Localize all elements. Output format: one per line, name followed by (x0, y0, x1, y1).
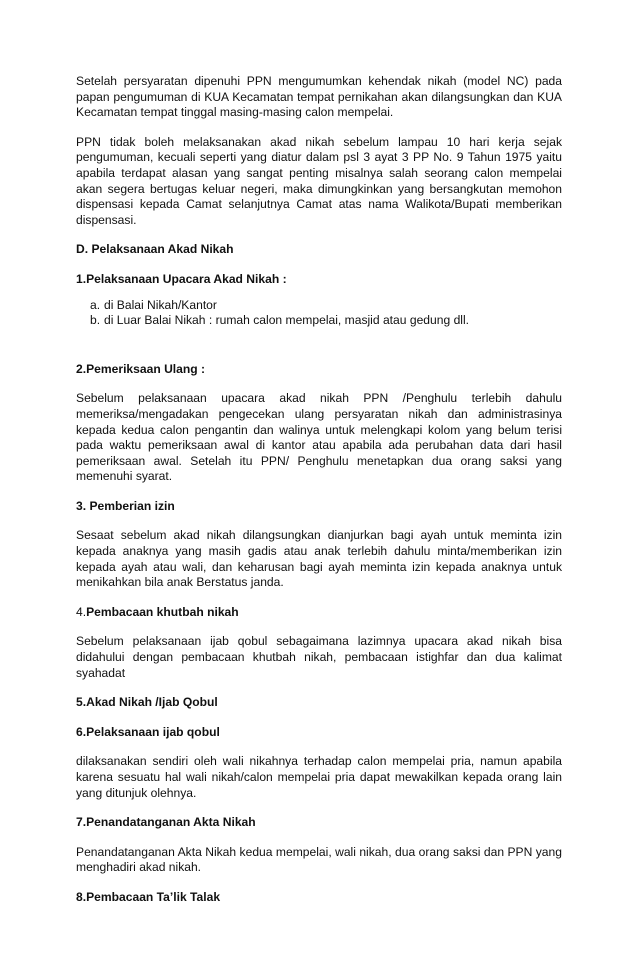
heading-pelaksanaan-ijab-qobul: 6.Pelaksanaan ijab qobul (76, 724, 220, 739)
heading-khutbah-nikah (76, 605, 562, 621)
list-item (90, 297, 562, 314)
heading-akta-nikah: 7.Penandatanganan Akta Nikah (76, 815, 256, 830)
heading-pemberian-izin: 3. Pemberian izin (76, 498, 175, 513)
heading-text: Pembacaan khutbah nikah (86, 604, 239, 619)
paragraph-pemeriksaan-ulang: Sebelum pelaksanaan upacara akad nikah PPN /Penghulu terlebih dahulu memeriksa/mengadakan pengecekan ulang persyaratan nikah dan administrasinya kepada kedua calon pengantin dan walinya untuk melengkapi kolom yang belum terisi pada waktu pemeriksaan awal di kantor atau apabila ada perubahan data dari hasil pemeriksaan awal. Setelah itu PPN/ Penghulu menetapkan dua orang saksi yang memenuhi syarat. (76, 391, 562, 484)
list-marker: a. (90, 297, 101, 312)
heading-talik-talak: 8.Pembacaan Ta’lik Talak (76, 889, 221, 904)
paragraph-pelaksanaan-ijab-qobul: dilaksanakan sendiri oleh wali nikahnya terhadap calon mempelai pria, namun apabila karena sesuatu hal wali nikah/calon mempelai pria dapat mewakilkan kepada orang lain yang ditunjuk olehnya. (76, 754, 562, 800)
document-page (76, 74, 562, 906)
paragraph-announcement: Setelah persyaratan dipenuhi PPN mengumumkan kehendak nikah (model NC) pada papan pengumuman di KUA Kecamatan tempat pernikahan akan dilangsungkan dan KUA Kecamatan tempat tinggal masing-masing calon mempelai. (76, 74, 562, 120)
paragraph-dispensation: PPN tidak boleh melaksanakan akad nikah sebelum lampau 10 hari kerja sejak pengumuman, kecuali seperti yang diatur dalam psl 3 ayat 3 PP No. 9 Tahun 1975 yaitu apabila terdapat alasan yang sangat penting misalnya salah seorang calon mempelai akan segera bertugas keluar negeri, maka dimungkinkan yang bersangkutan memohon dispensasi kepada Camat selanjutnya Camat atas nama Walikota/Bupati memberikan dispensasi. (76, 134, 562, 227)
list-item-text: di Luar Balai Nikah : rumah calon mempelai, masjid atau gedung dll. (104, 313, 470, 328)
list-item (90, 313, 562, 329)
heading-upacara-akad-nikah: 1.Pelaksanaan Upacara Akad Nikah : (76, 271, 287, 286)
section-heading-d: D. Pelaksanaan Akad Nikah (76, 242, 234, 257)
list-item-text: di Balai Nikah/Kantor (104, 297, 217, 312)
heading-number: 4. (76, 604, 87, 619)
paragraph-khutbah-nikah: Sebelum pelaksanaan ijab qobul sebagaimana lazimnya upacara akad nikah bisa didahului dengan pembacaan khutbah nikah, pembacaan istighfar dan dua kalimat syahadat (76, 634, 562, 680)
list-lokasi-akad (76, 298, 562, 329)
paragraph-pemberian-izin: Sesaat sebelum akad nikah dilangsungkan dianjurkan bagi ayah untuk meminta izin kepada anaknya yang masih gadis atau anak terlebih dahulu minta/memberikan izin kepada ayah atau wali, dan keharusan bagi ayah meminta izin kepada anaknya untuk menikahkan bila anak Berstatus janda. (76, 528, 562, 590)
heading-ijab-qobul: 5.Akad Nikah /Ijab Qobul (76, 695, 218, 710)
list-marker: b. (90, 313, 101, 328)
heading-pemeriksaan-ulang: 2.Pemeriksaan Ulang : (76, 361, 206, 376)
paragraph-akta-nikah: Penandatanganan Akta Nikah kedua mempelai, wali nikah, dua orang saksi dan PPN yang menghadiri akad nikah. (76, 844, 562, 875)
